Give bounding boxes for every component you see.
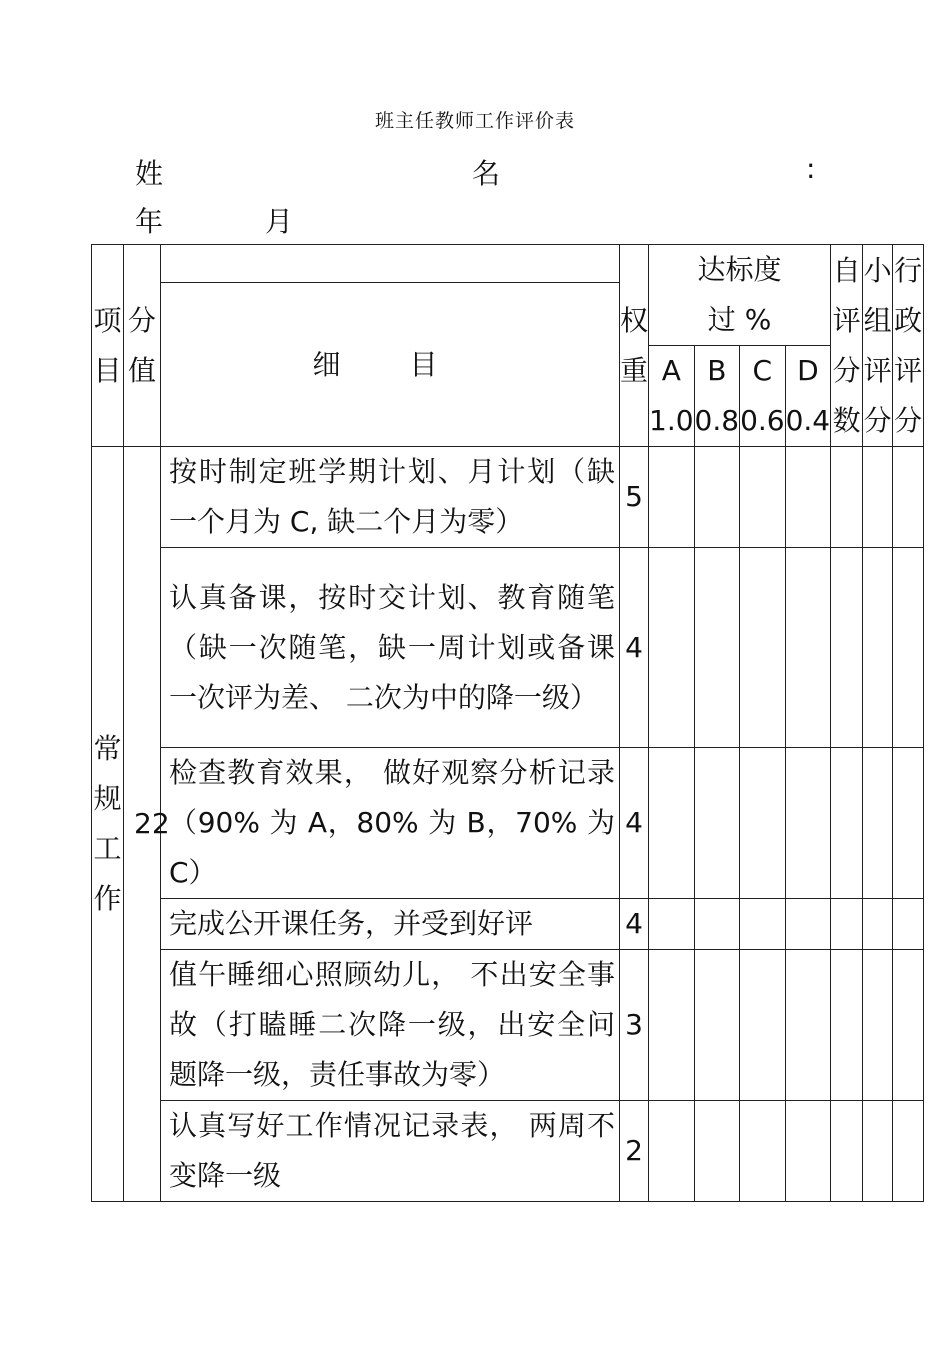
- row-weight: 2: [620, 1101, 649, 1202]
- row-detail: 检查教育效果， 做好观察分析记录（90% 为 A，80% 为 B，70% 为 C）: [161, 748, 620, 899]
- cell-admin[interactable]: [893, 548, 924, 748]
- name-colon: :: [806, 152, 816, 185]
- year-label: 年: [135, 205, 164, 238]
- table-row: [92, 950, 924, 1101]
- cell-b[interactable]: [694, 1101, 740, 1202]
- row-detail: 完成公开课任务，并受到好评: [161, 899, 620, 950]
- cell-d[interactable]: [785, 950, 831, 1101]
- cell-a[interactable]: [649, 1101, 695, 1202]
- cell-self[interactable]: [831, 548, 863, 748]
- row-weight: 4: [620, 748, 649, 899]
- cell-c[interactable]: [740, 1101, 786, 1202]
- header-weight: 权重: [620, 245, 649, 447]
- row-detail: 认真备课，按时交计划、教育随笔（缺一次随笔，缺一周计划或备课一次评为差、 二次为中的降一级）: [161, 548, 620, 748]
- cell-admin[interactable]: [893, 899, 924, 950]
- section-score: 22: [124, 447, 161, 1202]
- cell-b[interactable]: [694, 950, 740, 1101]
- cell-a[interactable]: [649, 899, 695, 950]
- cell-b[interactable]: [694, 748, 740, 899]
- cell-admin[interactable]: [893, 950, 924, 1101]
- header-standard: 达标度 过 %: [649, 245, 831, 346]
- table-row: [92, 1101, 924, 1202]
- cell-a[interactable]: [649, 748, 695, 899]
- header-admin-score: 行政评分: [893, 245, 924, 447]
- header-score: 分值: [124, 245, 161, 447]
- cell-c[interactable]: [740, 950, 786, 1101]
- table-row: [92, 548, 924, 748]
- cell-a[interactable]: [649, 548, 695, 748]
- row-weight: 4: [620, 548, 649, 748]
- row-weight: 4: [620, 899, 649, 950]
- cell-group[interactable]: [863, 748, 893, 899]
- cell-group[interactable]: [863, 447, 893, 548]
- row-detail: 认真写好工作情况记录表， 两周不变降一级: [161, 1101, 620, 1202]
- cell-admin[interactable]: [893, 447, 924, 548]
- cell-b[interactable]: [694, 899, 740, 950]
- cell-self[interactable]: [831, 447, 863, 548]
- header-self-score: 自评分数: [831, 245, 863, 447]
- cell-c[interactable]: [740, 447, 786, 548]
- cell-b[interactable]: [694, 447, 740, 548]
- grade-c: C 0.6: [740, 346, 786, 447]
- page-title: 班主任教师工作评价表: [374, 110, 575, 132]
- cell-a[interactable]: [649, 950, 695, 1101]
- cell-self[interactable]: [831, 950, 863, 1101]
- cell-c[interactable]: [740, 748, 786, 899]
- header-detail-top: [161, 245, 620, 283]
- row-weight: 5: [620, 447, 649, 548]
- cell-d[interactable]: [785, 748, 831, 899]
- table-row: [92, 899, 924, 950]
- cell-group[interactable]: [863, 1101, 893, 1202]
- table-row: [92, 748, 924, 899]
- cell-d[interactable]: [785, 447, 831, 548]
- grade-a: A 1.0: [649, 346, 695, 447]
- cell-d[interactable]: [785, 548, 831, 748]
- row-detail: 按时制定班学期计划、月计划（缺一个月为 C, 缺二个月为零）: [161, 447, 620, 548]
- header-detail: 细 目: [161, 283, 620, 447]
- cell-c[interactable]: [740, 548, 786, 748]
- cell-self[interactable]: [831, 899, 863, 950]
- cell-a[interactable]: [649, 447, 695, 548]
- month-label: 月: [265, 205, 294, 238]
- name-label-2: 名: [472, 157, 501, 190]
- header-group-score: 小组评分: [863, 245, 893, 447]
- cell-d[interactable]: [785, 1101, 831, 1202]
- cell-self[interactable]: [831, 1101, 863, 1202]
- cell-self[interactable]: [831, 748, 863, 899]
- grade-d: D 0.4: [785, 346, 831, 447]
- name-label-1: 姓: [135, 157, 164, 190]
- cell-group[interactable]: [863, 950, 893, 1101]
- evaluation-table: [91, 244, 924, 1202]
- row-detail: 值午睡细心照顾幼儿， 不出安全事故（打瞌睡二次降一级，出安全问题降一级，责任事故为零）: [161, 950, 620, 1101]
- cell-c[interactable]: [740, 899, 786, 950]
- cell-group[interactable]: [863, 899, 893, 950]
- cell-d[interactable]: [785, 899, 831, 950]
- grade-b: B 0.8: [694, 346, 740, 447]
- cell-group[interactable]: [863, 548, 893, 748]
- header-row-1: [92, 245, 924, 283]
- header-item: 项目: [92, 245, 124, 447]
- table-row: [92, 447, 924, 548]
- cell-admin[interactable]: [893, 1101, 924, 1202]
- cell-b[interactable]: [694, 548, 740, 748]
- section-name: 常规工作: [92, 447, 124, 1202]
- row-weight: 3: [620, 950, 649, 1101]
- cell-admin[interactable]: [893, 748, 924, 899]
